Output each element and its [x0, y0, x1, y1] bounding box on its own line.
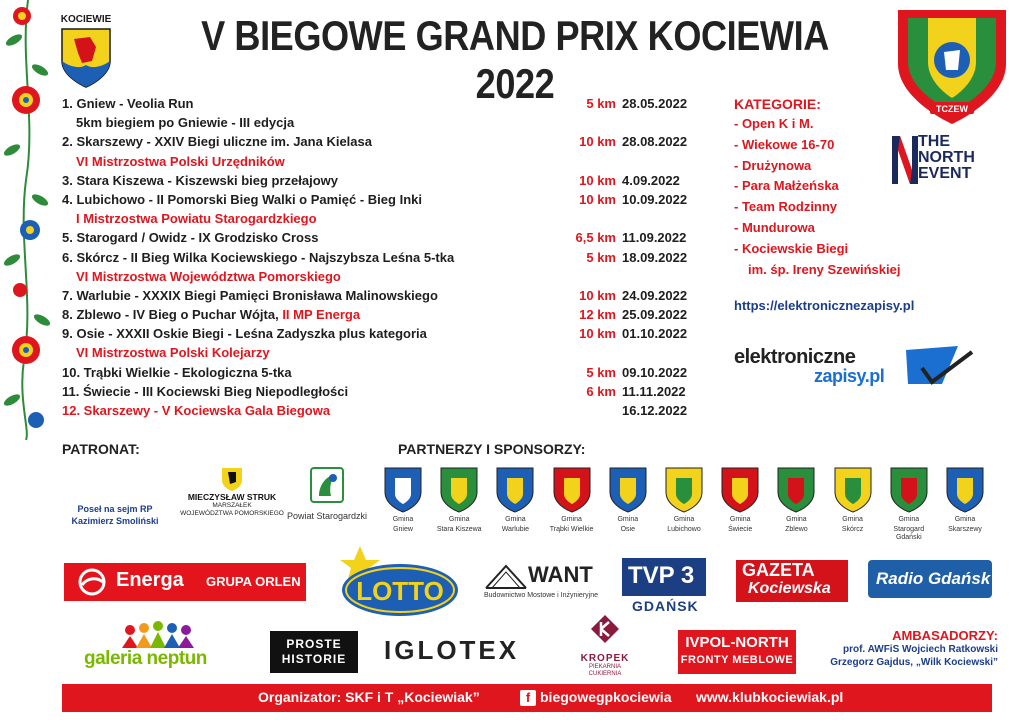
ambassador-1: prof. AWFiS Wojciech Ratkowski — [842, 644, 998, 655]
gmina-crest — [826, 466, 880, 534]
patron-posel — [60, 503, 170, 527]
gmina-crest-icon — [439, 466, 479, 514]
category-item: - Mundurowa — [734, 219, 815, 235]
proste-line1: PROSTE — [286, 637, 342, 651]
category-item: - Kociewskie Biegi — [734, 240, 849, 256]
patron-marszalek — [176, 466, 288, 518]
ez-line1: elektroniczne — [734, 346, 856, 368]
facebook-icon: f — [520, 690, 536, 706]
marszalek-role: MARSZAŁEK — [212, 502, 252, 509]
gmina-crest — [713, 466, 767, 534]
event-name: 5. Starogard / Owidz - IX Grodzisko Cross — [62, 230, 319, 246]
gmina-label-2: Osie — [620, 526, 635, 533]
event-date: 28.08.2022 — [622, 134, 688, 150]
gmina-label-1: Gmina — [392, 516, 414, 523]
gmina-crest-icon — [608, 466, 648, 514]
event-name: 10. Trąbki Wielkie - Ekologiczna 5-tka — [62, 364, 292, 380]
gmina-crest-icon — [833, 466, 873, 514]
event-distance: 10 km — [579, 172, 616, 188]
gmina-label-1: Gmina — [505, 516, 526, 523]
event-date: 18.09.2022 — [622, 249, 688, 265]
event-row — [62, 132, 722, 151]
event-date: 09.10.2022 — [622, 364, 688, 380]
iglotex-logo: IGLOTEX — [384, 635, 520, 665]
event-subtitle-row — [62, 113, 722, 132]
event-distance: 5 km — [586, 96, 616, 111]
gmina-crest-icon — [776, 466, 816, 514]
ez-line2: zapisy.pl — [814, 366, 885, 386]
elektroniczne-zapisy-logo — [734, 340, 984, 396]
event-date: 11.09.2022 — [622, 230, 687, 246]
event-subtitle-row — [62, 152, 722, 171]
posel-name: Kazimierz Smoliński — [71, 516, 159, 526]
north-event-n-icon — [890, 132, 920, 188]
event-date: 01.10.2022 — [622, 326, 688, 342]
event-subtitle: VI Mistrzostwa Polski Urzędników — [76, 153, 285, 169]
gmina-label-2: Warlubie — [501, 526, 530, 533]
tvp3-logo — [620, 558, 710, 618]
categories-title: KATEGORIE: — [734, 96, 821, 112]
event-name: 11. Świecie - III Kociewski Bieg Niepodległości — [62, 383, 349, 399]
grupa-orlen-text: GRUPA ORLEN — [206, 574, 301, 589]
event-date: 25.09.2022 — [622, 307, 688, 323]
registration-link[interactable]: https://elektronicznezapisy.pl — [734, 298, 915, 313]
badge-text: TCZEW — [936, 104, 968, 114]
event-row — [62, 324, 722, 343]
event-date: 28.05.2022 — [622, 96, 688, 111]
organizer-text: Organizator: SKF i T „Kociewiak” — [258, 689, 480, 705]
event-subtitle: VI Mistrzostwa Województwa Pomorskiego — [76, 268, 341, 284]
ambassadors-heading: AMBASADORZY: — [892, 628, 998, 643]
page-title: V BIEGOWE GRAND PRIX KOCIEWIA 2022 — [201, 12, 829, 107]
marszalek-org: WOJEWÓDZTWA POMORSKIEGO — [180, 510, 284, 517]
facebook-link[interactable]: biegowegpkociewia — [540, 689, 672, 705]
event-row — [62, 382, 722, 401]
event-subtitle-row — [62, 209, 722, 228]
ivpol-north-logo — [678, 630, 796, 674]
event-name: 9. Osie - XXXII Oskie Biegi - Leśna Zadyszka plus kategoria — [62, 326, 427, 342]
footer-bar — [62, 684, 992, 712]
gazeta-kociewska-logo — [736, 560, 848, 602]
gmina-crest — [488, 466, 542, 534]
event-distance: 10 km — [579, 326, 616, 342]
gmina-crest — [938, 466, 992, 534]
energa-logo — [64, 563, 306, 601]
event-distance: 10 km — [579, 134, 616, 150]
event-name: 6. Skórcz - II Bieg Wilka Kociewskiego - Najszybsza Leśna 5-tka — [62, 249, 455, 265]
proste-line2: HISTORIE — [281, 652, 347, 666]
gmina-crest-icon — [552, 466, 592, 514]
gmina-label-1: Gmina — [448, 516, 470, 523]
gmina-label-2: Gniew — [393, 526, 413, 533]
energa-text: Energa — [116, 569, 184, 591]
crest-label: KOCIEWIE — [60, 14, 112, 25]
event-distance: 6 km — [586, 383, 616, 399]
gmina-label-1: Gmina — [617, 516, 639, 523]
gmina-label-2: Starogard Gdański — [893, 526, 925, 541]
tvp3-text: TVP 3 — [628, 562, 695, 589]
event-name: 3. Stara Kiszewa - Kiszewski bieg przełajowy — [62, 172, 338, 188]
event-date: 11.11.2022 — [622, 383, 686, 399]
gmina-label-1: Gmina — [673, 516, 695, 523]
tvp3-city: GDAŃSK — [632, 598, 699, 614]
event-row — [62, 94, 722, 113]
gmina-crest-icon — [720, 466, 760, 514]
gmina-crest-icon — [889, 466, 929, 514]
radio-gdansk-text: Radio Gdańsk — [876, 569, 991, 588]
gmina-crest-icon — [945, 466, 985, 514]
tczew-badge-icon — [888, 4, 1016, 128]
gmina-crest — [545, 466, 599, 534]
category-item: - Team Rodzinny — [734, 199, 838, 215]
gmina-label-1: Gmina — [842, 516, 863, 523]
events-list — [62, 94, 722, 420]
event-subtitle: 5km biegiem po Gniewie - III edycja — [76, 115, 295, 131]
gmina-label-2: Świecie — [728, 526, 753, 533]
gmina-crest — [657, 466, 711, 534]
north-event-line2: NORTH — [918, 149, 975, 166]
kociewie-crest — [60, 14, 112, 94]
event-row — [62, 363, 722, 382]
lotto-text: LOTTO — [356, 576, 444, 606]
event-subtitle-row — [62, 343, 722, 362]
marszalek-name: MIECZYSŁAW STRUK — [187, 492, 277, 502]
gmina-crest — [432, 466, 486, 534]
categories-list — [734, 94, 900, 280]
posel-title: Poseł na sejm RP — [77, 504, 153, 514]
ambassador-2: Grzegorz Gajdus, „Wilk Kociewski” — [830, 657, 998, 668]
want-bridge-icon — [484, 562, 528, 590]
category-item: - Wiekowe 16-70 — [734, 136, 835, 152]
event-subtitle: I Mistrzostwa Powiatu Starogardzkiego — [76, 211, 317, 227]
powiat-name: Powiat Starogardzki — [286, 511, 368, 521]
patronat-heading: PATRONAT: — [62, 441, 140, 457]
north-event-logo — [890, 132, 1002, 192]
radio-gdansk-logo — [868, 560, 992, 598]
event-name: 4. Lubichowo - II Pomorski Bieg Walki o Pamięć - Bieg Inki — [62, 191, 422, 207]
category-item: - Drużynowa — [734, 157, 812, 173]
gminy-crests — [376, 466, 996, 542]
gmina-label-1: Gmina — [898, 516, 920, 523]
event-distance: 10 km — [579, 287, 616, 303]
gmina-crest-icon — [383, 466, 423, 514]
event-name-extra: II MP Energa — [278, 307, 361, 323]
event-name: 8. Zblewo - IV Bieg o Puchar Wójta, II MP Energa — [62, 307, 361, 323]
want-logo — [484, 562, 598, 602]
energa-swirl-icon — [76, 567, 108, 597]
north-event-line1: THE — [918, 133, 950, 150]
event-row — [62, 171, 722, 190]
event-row — [62, 190, 722, 209]
north-event-line3: EVENT — [918, 165, 972, 182]
event-distance: 12 km — [579, 307, 616, 323]
event-name: 1. Gniew - Veolia Run — [62, 96, 194, 111]
event-row — [62, 286, 722, 305]
kropek-sub1: PIEKARNIA — [588, 664, 621, 670]
gmina-crest-icon — [664, 466, 704, 514]
want-text: WANT — [528, 562, 593, 587]
lotto-logo — [330, 540, 460, 620]
event-row — [62, 401, 722, 420]
event-distance: 6,5 km — [575, 230, 616, 246]
floral-border-decoration — [0, 0, 56, 440]
event-row — [62, 305, 722, 324]
galeria-text: galeria neptun — [84, 648, 207, 669]
category-item: - Para Małżeńska — [734, 178, 839, 194]
event-date: 10.09.2022 — [622, 191, 688, 207]
event-distance: 10 km — [579, 191, 616, 207]
event-row — [62, 228, 722, 247]
event-subtitle-row — [62, 267, 722, 286]
gmina-label-2: Stara Kiszewa — [436, 526, 482, 533]
griffin-crest-icon — [60, 27, 112, 89]
gmina-crest — [601, 466, 655, 534]
event-subtitle: VI Mistrzostwa Polski Kolejarzy — [76, 345, 270, 361]
kropek-text: KROPEK — [580, 653, 630, 664]
ivpol-subtitle: FRONTY MEBLOWE — [680, 654, 794, 666]
powiat-logo-icon — [309, 466, 345, 504]
gmina-label-2: Skórcz — [841, 526, 864, 533]
ivpol-text: IVPOL-NORTH — [685, 634, 789, 651]
galeria-people-icon — [120, 620, 196, 650]
gmina-label-2: Skarszewy — [948, 526, 982, 533]
kociewska-text: Kociewska — [748, 580, 831, 597]
partners-heading: PARTNERZY I SPONSORZY: — [398, 441, 586, 457]
kropek-logo — [574, 614, 636, 676]
event-row — [62, 248, 722, 267]
gmina-label-2: Trąbki Wielkie — [549, 526, 594, 533]
gmina-crest-icon — [495, 466, 535, 514]
gmina-label-1: Gmina — [561, 516, 582, 523]
pomorskie-griffin-icon — [220, 466, 244, 492]
kropek-sub2: CUKIERNIA — [588, 671, 622, 677]
gmina-label-2: Lubichowo — [667, 526, 701, 533]
gmina-label-1: Gmina — [729, 516, 751, 523]
event-name: 2. Skarszewy - XXIV Biegi uliczne im. Jana Kielasa — [62, 134, 372, 150]
gmina-label-2: Zblewo — [785, 526, 808, 533]
event-distance: 5 km — [586, 364, 616, 380]
gazeta-text: GAZETA — [742, 560, 815, 580]
want-subtitle: Budownictwo Mostowe i Inżynieryjne — [484, 592, 598, 599]
event-distance: 5 km — [586, 249, 616, 265]
website-link[interactable]: www.klubkociewiak.pl — [696, 689, 844, 705]
event-name: 7. Warlubie - XXXIX Biegi Pamięci Bronisława Malinowskiego — [62, 287, 438, 303]
gmina-label-1: Gmina — [954, 516, 976, 523]
category-item: - Open K i M. — [734, 116, 814, 131]
event-date: 24.09.2022 — [622, 287, 688, 303]
category-item-continuation: im. śp. Ireny Szewińskiej — [748, 261, 901, 277]
gmina-label-1: Gmina — [786, 516, 807, 523]
ambassadors — [808, 628, 998, 669]
event-name: 12. Skarszewy - V Kociewska Gala Biegowa — [62, 403, 331, 418]
event-date: 4.09.2022 — [622, 172, 680, 188]
gmina-crest — [882, 466, 936, 542]
galeria-neptun-logo — [84, 618, 234, 674]
event-date: 16.12.2022 — [622, 403, 688, 418]
kropek-k-icon — [590, 614, 620, 644]
checkmark-icon — [902, 344, 976, 392]
gmina-crest — [376, 466, 430, 534]
proste-historie-logo — [270, 631, 358, 673]
patron-powiat — [285, 466, 369, 521]
gmina-crest — [769, 466, 823, 534]
